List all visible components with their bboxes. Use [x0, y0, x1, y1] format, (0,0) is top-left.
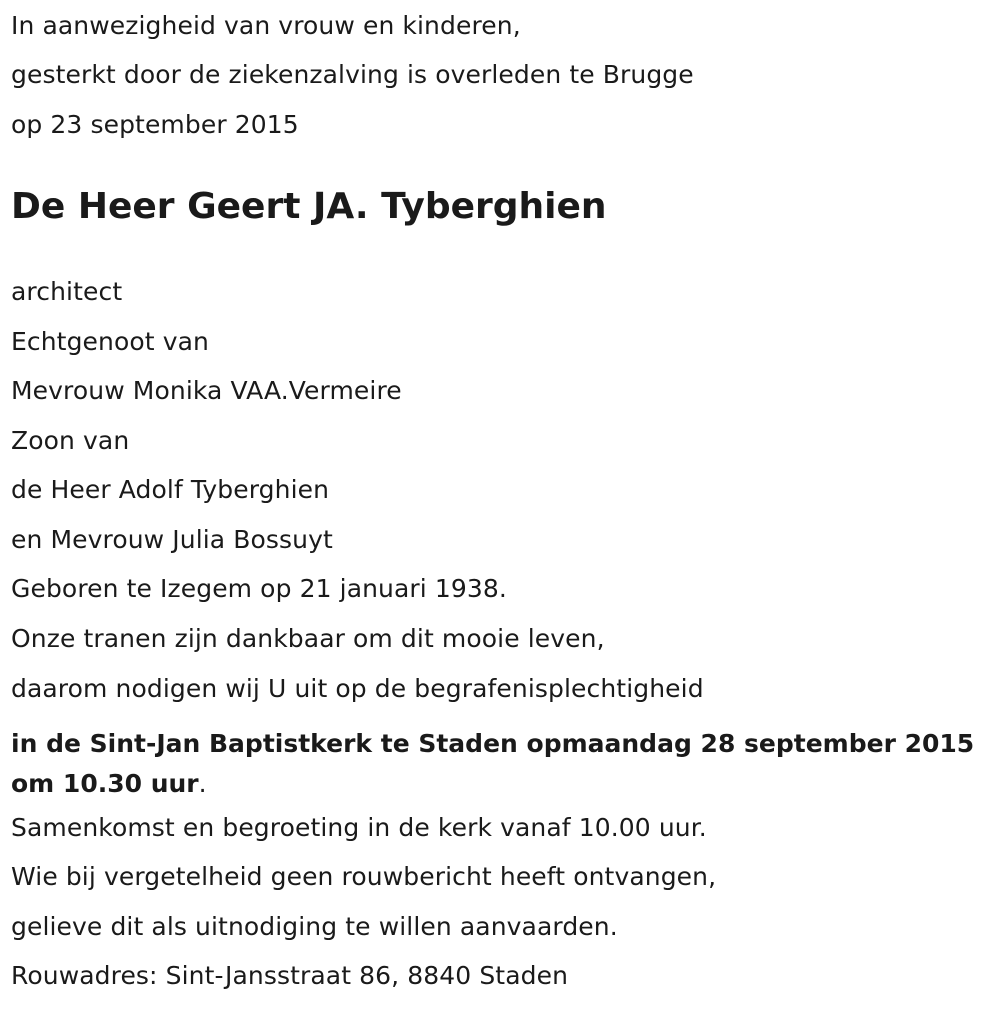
son-label: Zoon van [11, 426, 130, 455]
service-text: in de Sint-Jan Baptistkerk te Staden opmaandag 28 september 2015 om 10.30 uur [11, 729, 975, 798]
profession: architect [11, 277, 123, 306]
birth-info: Geboren te Izegem op 21 januari 1938. [11, 574, 507, 603]
invitation-line: daarom nodigen wij U uit op de begrafenisplechtigheid [11, 674, 704, 703]
mother-name: en Mevrouw Julia Bossuyt [11, 525, 333, 554]
notice-line-1: Wie bij vergetelheid geen rouwbericht heeft ontvangen, [11, 862, 717, 891]
spouse-label: Echtgenoot van [11, 327, 209, 356]
intro-line-1: In aanwezigheid van vrouw en kinderen, [11, 11, 521, 40]
intro-line-2: gesterkt door de ziekenzalving is overleden te Brugge [11, 60, 694, 89]
mourning-address: Rouwadres: Sint-Jansstraat 86, 8840 Staden [11, 961, 569, 990]
deceased-name: De Heer Geert JA. Tyberghien [11, 186, 607, 227]
funeral-service-details [11, 724, 986, 804]
spouse-name: Mevrouw Monika VAA.Vermeire [11, 376, 402, 405]
intro-line-3: op 23 september 2015 [11, 110, 299, 139]
father-name: de Heer Adolf Tyberghien [11, 475, 330, 504]
service-period: . [198, 769, 207, 798]
thanks-line: Onze tranen zijn dankbaar om dit mooie leven, [11, 624, 605, 653]
notice-line-2: gelieve dit als uitnodiging te willen aanvaarden. [11, 912, 618, 941]
gathering-info: Samenkomst en begroeting in de kerk vanaf 10.00 uur. [11, 813, 707, 842]
